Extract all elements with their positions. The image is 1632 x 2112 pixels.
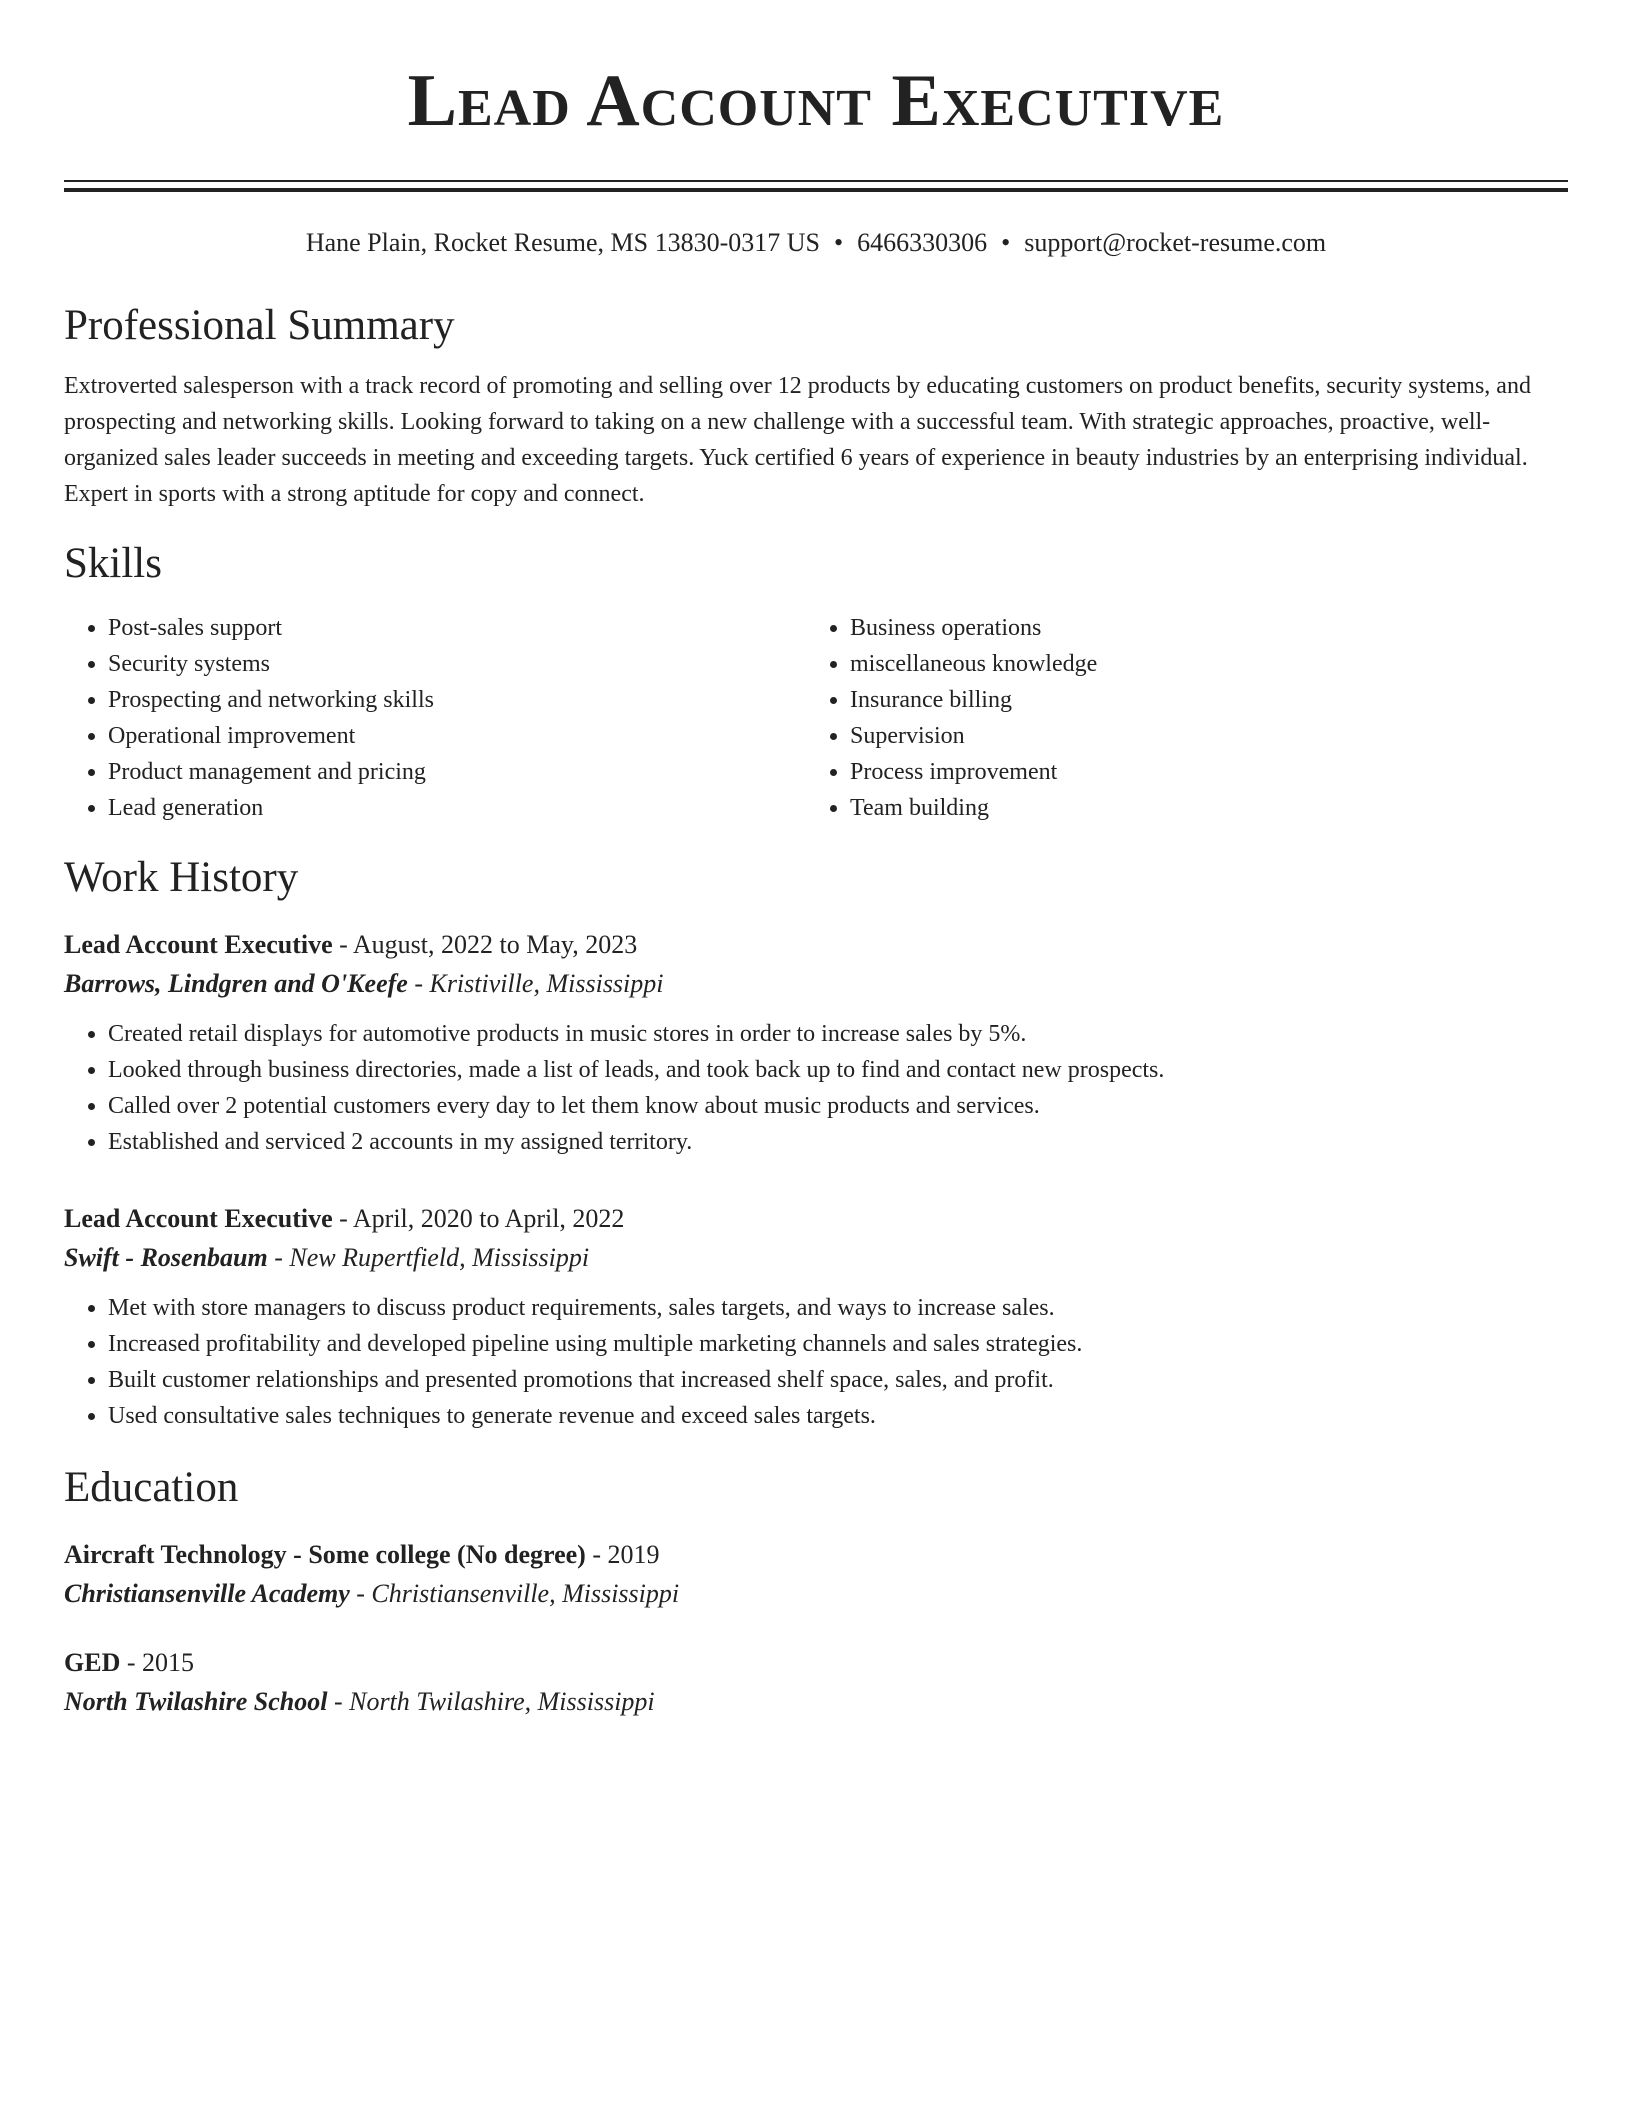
job-position: Lead Account Executive [64, 1204, 333, 1233]
contact-phone: 6466330306 [857, 228, 988, 257]
skill-item: • miscellaneous knowledge [850, 646, 1548, 682]
education-year: - 2019 [585, 1540, 660, 1569]
job-bullet: • Created retail displays for automotive products in music stores in order to increase sales by 5%. [108, 1016, 1568, 1052]
skill-item: • Prospecting and networking skills [108, 682, 806, 718]
contact-address: Hane Plain, Rocket Resume, MS 13830-0317 US [305, 228, 821, 257]
education-location: - Christiansenville, Mississippi [349, 1579, 680, 1608]
education-entry [64, 1536, 1568, 1614]
skill-item: • Post-sales support [108, 610, 806, 646]
job-company-line [64, 1238, 1568, 1278]
job-header [64, 1200, 1568, 1238]
contact-separator: • [834, 228, 844, 257]
summary-text: Extroverted salesperson with a track record of promoting and selling over 12 products by educating customers on product benefits, security systems, and prospecting and networking skills. Looking forward to taking on a new challenge with a successful team. With strategic approaches, proactive, well-organized sales leader succeeds in meeting and exceeding targets. Yuck certified 6 years of experience in beauty industries by an enterprising individual. Expert in sports with a strong aptitude for copy and connect. [64, 373, 1531, 507]
contact-separator: • [1001, 228, 1011, 257]
job-bullet: • Increased profitability and developed pipeline using multiple marketing channels and sales strategies. [108, 1326, 1568, 1362]
skills-heading: Skills [64, 540, 162, 587]
education-school: North Twilashire School [64, 1687, 328, 1716]
header-rule-thin [64, 180, 1568, 182]
job-dates: - April, 2020 to April, 2022 [332, 1204, 625, 1233]
education-year: - 2015 [120, 1648, 195, 1677]
work-history-heading: Work History [64, 854, 299, 901]
resume-title: Lead Account Executive [407, 60, 1225, 142]
skill-item: • Team building [850, 790, 1548, 826]
job-company-line [64, 964, 1568, 1004]
job-location: - New Rupertfield, Mississippi [267, 1243, 590, 1272]
skills-columns [64, 610, 1568, 826]
education-heading: Education [64, 1464, 239, 1511]
job-bullet: • Looked through business directories, made a list of leads, and took back up to find and contact new prospects. [108, 1052, 1568, 1088]
contact-line [64, 226, 1568, 260]
contact-email: support@rocket-resume.com [1024, 228, 1327, 257]
skill-item: • Operational improvement [108, 718, 806, 754]
job-bullets [64, 1290, 1568, 1434]
job-header [64, 926, 1568, 964]
job-company: Barrows, Lindgren and O'Keefe [64, 969, 408, 998]
skill-item: • Business operations [850, 610, 1548, 646]
skills-list-right [806, 610, 1548, 826]
summary-heading: Professional Summary [64, 302, 455, 349]
education-location: - North Twilashire, Mississippi [327, 1687, 655, 1716]
job-bullets [64, 1016, 1568, 1160]
education-entry [64, 1644, 1568, 1722]
job-bullet: • Established and serviced 2 accounts in my assigned territory. [108, 1124, 1568, 1160]
job-position: Lead Account Executive [64, 930, 333, 959]
job-dates: - August, 2022 to May, 2023 [332, 930, 638, 959]
job-company: Swift - Rosenbaum [64, 1243, 268, 1272]
job-location: - Kristiville, Mississippi [407, 969, 664, 998]
skill-item: • Supervision [850, 718, 1548, 754]
education-school-line [64, 1682, 1568, 1722]
skill-item: • Product management and pricing [108, 754, 806, 790]
job-bullet: • Met with store managers to discuss product requirements, sales targets, and ways to increase sales. [108, 1290, 1568, 1326]
job-bullet: • Called over 2 potential customers every day to let them know about music products and services. [108, 1088, 1568, 1124]
education-school-line [64, 1574, 1568, 1614]
skill-item: • Process improvement [850, 754, 1548, 790]
skill-item: • Security systems [108, 646, 806, 682]
education-degree: Aircraft Technology - Some college (No degree) [64, 1540, 586, 1569]
skills-list-left [64, 610, 806, 826]
job-bullet: • Built customer relationships and presented promotions that increased shelf space, sales, and profit. [108, 1362, 1568, 1398]
skill-item: • Insurance billing [850, 682, 1548, 718]
education-degree: GED [64, 1648, 121, 1677]
job-entry [64, 1200, 1568, 1434]
skill-item: • Lead generation [108, 790, 806, 826]
job-entry [64, 926, 1568, 1160]
education-degree-line [64, 1644, 1568, 1682]
education-degree-line [64, 1536, 1568, 1574]
job-bullet: • Used consultative sales techniques to generate revenue and exceed sales targets. [108, 1398, 1568, 1434]
header-rule-thick [64, 188, 1568, 192]
education-school: Christiansenville Academy [64, 1579, 350, 1608]
